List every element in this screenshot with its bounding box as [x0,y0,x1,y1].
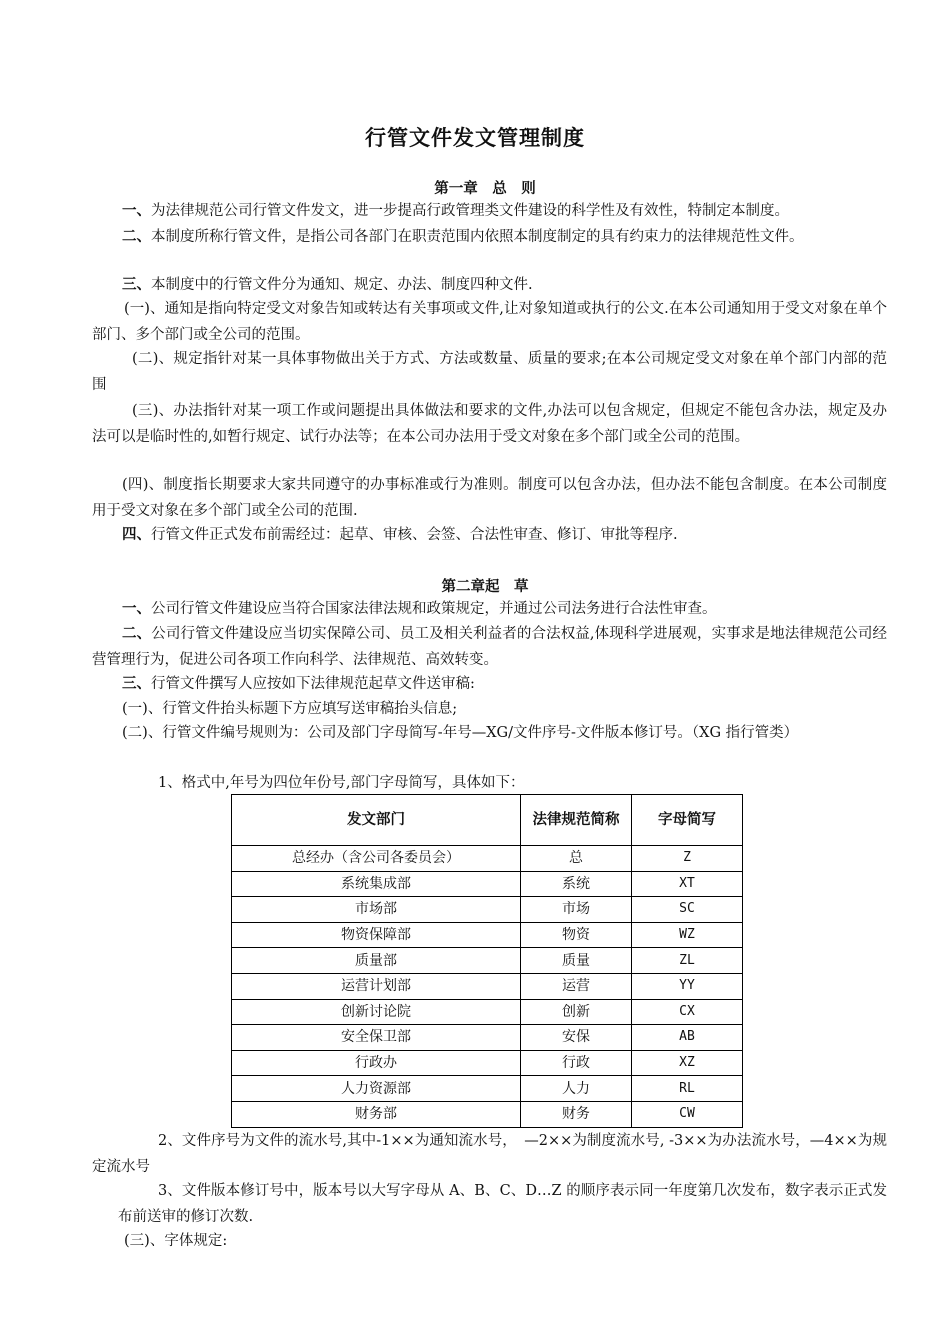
table-row [232,999,743,1025]
clause-number: 一、 [122,601,151,617]
abbreviation-cell: CW [632,1101,743,1127]
abbreviation-cell: XT [632,871,743,897]
abbreviation-cell: Z [632,846,743,872]
abbreviation-cell: YY [632,973,743,999]
column-header: 发文部门 [232,795,521,846]
ch1-clause-1 [92,198,887,224]
chapter-1-heading: 第一章 总 则 [434,181,536,197]
department-cell: 质量部 [232,948,521,974]
ch1-clause-3 [92,272,887,298]
column-header: 法律规范简称 [521,795,632,846]
chapter-2-heading: 第二章起 草 [441,579,529,595]
table-row [232,897,743,923]
ch2-item-2: 2、文件序号为文件的流水号,其中-1××为通知流水号， —2××为制度流水号, -3××为办法流水号，—4××为规定流水号 [92,1133,887,1175]
ch1-sub-2: (二)、规定指针对某一具体事物做出关于方式、方法或数量、质量的要求;在本公司规定受文对象在单个部门内部的范围 [92,351,887,393]
table-row [232,922,743,948]
short-name-cell: 系统 [521,871,632,897]
abbreviation-cell: AB [632,1025,743,1051]
abbreviation-cell: ZL [632,948,743,974]
clause-text: 行管文件撰写人应按如下法律规范起草文件送审稿: [151,676,475,692]
column-header: 字母简写 [632,795,743,846]
clause-number: 三、 [122,277,151,293]
department-cell: 市场部 [232,897,521,923]
department-cell: 物资保障部 [232,922,521,948]
short-name-cell: 质量 [521,948,632,974]
ch2-clause-2 [92,621,887,673]
short-name-cell: 安保 [521,1025,632,1051]
clause-number: 一、 [122,203,151,219]
ch1-sub-1: (一)、通知是指向特定受文对象告知或转达有关事项或文件,让对象知道或执行的公文.在本公司通知用于受文对象在单个部门、多个部门或全公司的范围。 [92,301,887,343]
ch2-item-1: 1、格式中,年号为四位年份号,部门字母简写，具体如下： [158,775,525,791]
department-cell: 系统集成部 [232,871,521,897]
department-abbreviation-table [231,794,743,1128]
clause-text: 行管文件正式发布前需经过：起草、审核、会签、合法性审查、修订、审批等程序. [151,527,678,543]
department-cell: 财务部 [232,1101,521,1127]
ch1-sub-3: (三)、办法指针对某一项工作或问题提出具体做法和要求的文件,办法可以包含规定，但规定不能包含办法，规定及办法可以是临时性的,如暂行规定、试行办法等；在本公司办法用于受文对象在多个部门或全公司的范围。 [92,403,887,445]
department-cell: 总经办（含公司各委员会） [232,846,521,872]
department-cell: 行政办 [232,1050,521,1076]
short-name-cell: 财务 [521,1101,632,1127]
table-row [232,846,743,872]
department-cell: 创新讨论院 [232,999,521,1025]
table-row [232,1050,743,1076]
table-header-row [232,795,743,846]
ch1-sub-4: (四)、制度指长期要求大家共同遵守的办事标准或行为准则。制度可以包含办法，但办法不能包含制度。在本公司制度用于受文对象在多个部门或全公司的范围. [92,477,887,519]
ch2-sub-3: (三)、字体规定: [124,1233,228,1249]
short-name-cell: 人力 [521,1076,632,1102]
department-cell: 人力资源部 [232,1076,521,1102]
abbreviation-cell: XZ [632,1050,743,1076]
clause-text: 本制度中的行管文件分为通知、规定、办法、制度四种文件. [151,277,533,293]
ch2-clause-1 [92,596,887,622]
document-title: 行管文件发文管理制度 [365,126,585,150]
clause-text: 公司行管文件建设应当符合国家法律法规和政策规定，并通过公司法务进行合法性审查。 [151,601,717,617]
ch1-clause-2 [92,224,887,250]
clause-text: 公司行管文件建设应当切实保障公司、员工及相关利益者的合法权益,体现科学进展观，实事求是地法律规范公司经营管理行为，促进公司各项工作向科学、法律规范、高效转变。 [92,626,887,668]
table-row [232,1076,743,1102]
clause-text: 本制度所称行管文件，是指公司各部门在职责范围内依照本制度制定的具有约束力的法律规范性文件。 [151,229,804,245]
ch2-sub-1: (一)、行管文件抬头标题下方应填写送审稿抬头信息; [122,701,458,717]
ch2-item-3: 3、文件版本修订号中，版本号以大写字母从 A、B、C、D…Z 的顺序表示同一年度第几次发布，数字表示正式发布前送审的修订次数. [118,1183,887,1225]
clause-text: 为法律规范公司行管文件发文，进一步提高行政管理类文件建设的科学性及有效性，特制定本制度。 [151,203,789,219]
short-name-cell: 创新 [521,999,632,1025]
clause-number: 四、 [122,527,151,543]
clause-number: 二、 [122,626,152,642]
short-name-cell: 运营 [521,973,632,999]
clause-number: 三、 [122,676,151,692]
ch2-clause-3 [92,671,887,697]
department-cell: 安全保卫部 [232,1025,521,1051]
abbreviation-cell: WZ [632,922,743,948]
clause-number: 二、 [122,229,151,245]
table-row [232,973,743,999]
short-name-cell: 行政 [521,1050,632,1076]
department-cell: 运营计划部 [232,973,521,999]
table-row [232,1101,743,1127]
table-row [232,1025,743,1051]
short-name-cell: 总 [521,846,632,872]
table-row [232,871,743,897]
abbreviation-cell: RL [632,1076,743,1102]
short-name-cell: 物资 [521,922,632,948]
short-name-cell: 市场 [521,897,632,923]
abbreviation-cell: CX [632,999,743,1025]
abbreviation-cell: SC [632,897,743,923]
table-row [232,948,743,974]
ch2-sub-2: (二)、行管文件编号规则为：公司及部门字母简写-年号—XG/文件序号-文件版本修订号。（XG 指行管类） [122,725,799,741]
ch1-clause-4 [92,522,887,548]
